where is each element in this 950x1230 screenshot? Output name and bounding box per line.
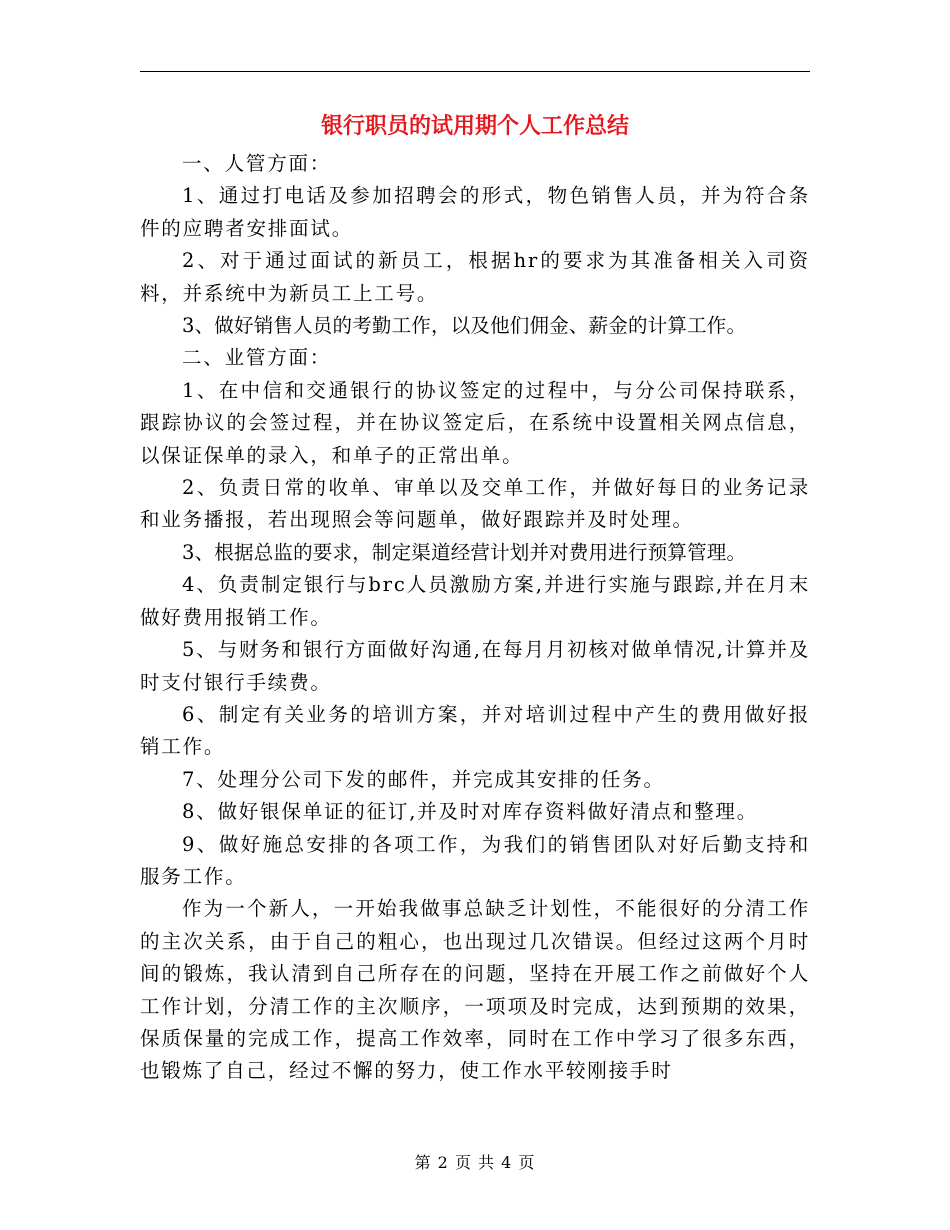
paragraph: 9、做好施总安排的各项工作，为我们的销售团队对好后勤支持和服务工作。	[140, 832, 810, 888]
paragraph: 4、负责制定银行与brc人员激励方案,并进行实施与跟踪,并在月末做好费用报销工作。	[140, 573, 810, 629]
paragraph: 1、通过打电话及参加招聘会的形式，物色销售人员，并为符合条件的应聘者安排面试。	[140, 184, 810, 240]
section-heading-business: 二、业管方面：	[182, 346, 332, 370]
paragraph: 8、做好银保单证的征订,并及时对库存资料做好清点和整理。	[182, 800, 759, 824]
paragraph: 3、根据总监的要求，制定渠道经营计划并对费用进行预算管理。	[182, 540, 747, 564]
paragraph: 作为一个新人，一开始我做事总缺乏计划性，不能很好的分清工作的主次关系，由于自己的粗心，也出现过几次错误。但经过这两个月时间的锻炼，我认清到自己所存在的问题，坚持在开展工作之前做好个人工作计划，分清工作的主次顺序，一项项及时完成，达到预期的效果，保质保量的完成工作，提高工作效率，同时在工作中学习了很多东西，也锻炼了自己，经过不懈的努力，使工作水平较刚接手时	[140, 897, 810, 1083]
page-number: 第 2 页 共 4 页	[414, 1153, 536, 1172]
document-body	[140, 148, 810, 1088]
paragraph: 6、制定有关业务的培训方案，并对培训过程中产生的费用做好报销工作。	[140, 702, 810, 759]
paragraph: 5、与财务和银行方面做好沟通,在每月月初核对做单情况,计算并及时支付银行手续费。	[140, 638, 810, 694]
paragraph: 3、做好销售人员的考勤工作，以及他们佣金、薪金的计算工作。	[182, 314, 747, 338]
paragraph: 2、对于通过面试的新员工，根据hr的要求为其准备相关入司资料，并系统中为新员工上工号。	[140, 249, 810, 305]
paragraph: 1、在中信和交通银行的协议签定的过程中，与分公司保持联系，跟踪协议的会签过程，并在协议签定后，在系统中设置相关网点信息，以保证保单的录入，和单子的正常出单。	[140, 378, 810, 467]
document-title: 银行职员的试用期个人工作总结	[320, 113, 629, 139]
paragraph: 7、处理分公司下发的邮件，并完成其安排的任务。	[182, 767, 665, 791]
paragraph: 2、负责日常的收单、审单以及交单工作，并做好每日的业务记录和业务播报，若出现照会等问题单，做好跟踪并及时处理。	[140, 476, 810, 532]
section-heading-personnel: 一、人管方面：	[182, 152, 332, 175]
header-rule	[140, 71, 810, 72]
